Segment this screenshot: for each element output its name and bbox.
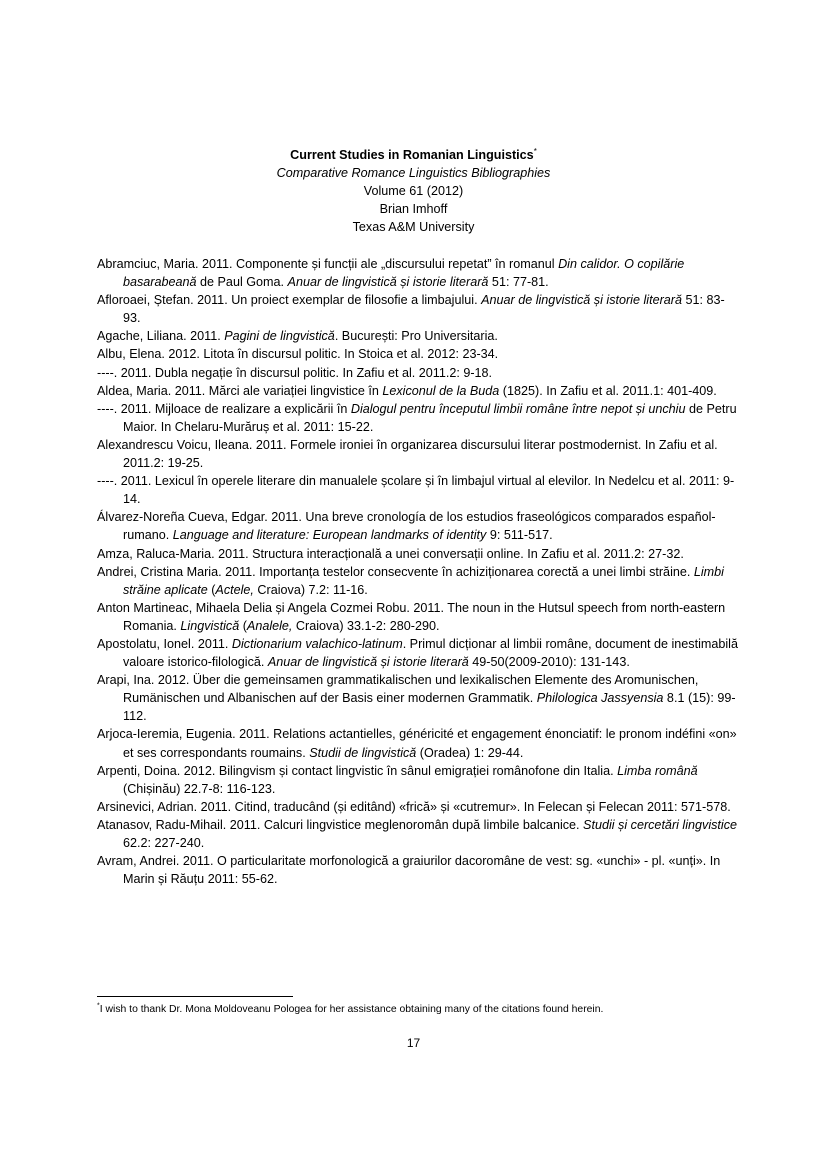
- bibliography-entry: [97, 599, 739, 635]
- page-title-line: [0, 146, 827, 164]
- bibliography-entry: [97, 382, 739, 400]
- author-institution: Texas A&M University: [352, 220, 475, 235]
- entry-text: 8.1 (15): 99-112.: [123, 691, 736, 724]
- entry-text: Arjoca-Ieremia, Eugenia. 2011. Relations actantielles, généricité et engagement énonciatif: le pronom indéfini «on» et ses correspondants roumains.: [97, 727, 737, 760]
- entry-text: 9: 511-517.: [486, 528, 553, 543]
- entry-title-italic: Anuar de lingvistică și istorie literară: [287, 275, 489, 290]
- author-name: Brian Imhoff: [379, 202, 448, 217]
- entry-text: (Oradea) 1: 29-44.: [416, 745, 524, 760]
- bibliography-entry: [97, 762, 739, 798]
- entry-title-italic: Lingvistică: [180, 618, 240, 633]
- entry-text: Anton Martineac, Mihaela Delia și Angela Cozmei Robu. 2011. The noun in the Hutsul speech from north-eastern Romania.: [97, 600, 726, 633]
- entry-title-italic: Limba română: [617, 763, 698, 778]
- entry-title-italic: Dictionarium valachico-latinum: [231, 636, 403, 651]
- entry-text: Avram, Andrei. 2011. O particularitate morfonologică a graiurilor dacoromâne de vest: sg. «unchi» - pl. «unți». In Marin și Răuțu 2011: 55-62.: [97, 854, 721, 887]
- bibliography-entry: [97, 364, 739, 382]
- bibliography-entry: [97, 255, 739, 291]
- volume-line: Volume 61 (2012): [363, 184, 464, 199]
- entry-text: de Paul Goma.: [196, 275, 288, 290]
- bibliography-entry: [97, 545, 739, 563]
- bibliography-entry: [97, 563, 739, 599]
- bibliography-entry: [97, 345, 739, 363]
- entry-text: de Petru Maior. In Chelaru-Murăruș et al. 2011: 15-22.: [123, 401, 737, 434]
- title-footnote-marker: *: [533, 146, 537, 156]
- entry-title-italic: Analele,: [246, 618, 293, 633]
- entry-title-italic: Anuar de lingvistică și istorie literară: [267, 655, 469, 670]
- entry-text: ----. 2011. Dubla negație în discursul politic. In Zafiu et al. 2011.2: 9-18.: [97, 365, 493, 380]
- entry-title-italic: Language and literature: European landmarks of identity: [172, 528, 487, 543]
- entry-title-italic: Studii de lingvistică: [309, 745, 417, 760]
- page-title: Current Studies in Romanian Linguistics: [290, 148, 534, 162]
- page-subtitle: Comparative Romance Linguistics Bibliographies: [276, 166, 551, 181]
- bibliography-entry: [97, 436, 739, 472]
- entry-text: (: [207, 582, 216, 597]
- entry-text: Abramciuc, Maria. 2011. Componente și funcții ale „discursului repetat” în romanul: [97, 257, 559, 271]
- entry-title-italic: Lexiconul de la Buda: [382, 383, 500, 398]
- entry-text: Atanasov, Radu-Mihail. 2011. Calcuri lingvistice meglenoromân după limbile balcanice.: [97, 817, 584, 832]
- entry-text: Afloroaei, Ștefan. 2011. Un proiect exemplar de filosofie a limbajului.: [97, 293, 482, 308]
- entry-text: Amza, Raluca-Maria. 2011. Structura interacțională a unei conversații online. In Zafiu et al. 2011.2: 27-32.: [97, 546, 684, 561]
- entry-text: Craiova) 33.1-2: 280-290.: [292, 618, 440, 633]
- entry-text: 62.2: 227-240.: [123, 836, 205, 850]
- footnote-text: I wish to thank Dr. Mona Moldoveanu Pologea for her assistance obtaining many of the citations found herein.: [99, 1004, 604, 1015]
- entry-text: Arpenti, Doina. 2012. Bilingvism și contact lingvistic în sânul emigrației românofone din Italia.: [97, 763, 618, 778]
- entry-text: . Primul dicționar al limbii române, document de inestimabilă valoare istorico-filologică.: [123, 636, 738, 670]
- bibliography-entry: [97, 508, 739, 544]
- document-header: [0, 146, 827, 236]
- entry-text: 49-50(2009-2010): 131-143.: [468, 655, 630, 670]
- footnote-divider: [97, 996, 293, 997]
- entry-text: (: [239, 618, 247, 633]
- entry-title-italic: Philologica Jassyensia: [536, 691, 664, 706]
- entry-text: Andrei, Cristina Maria. 2011. Importanța testelor consecvente în achiziționarea corectă a unei limbi străine.: [97, 564, 694, 579]
- footnote: [97, 1003, 797, 1017]
- footnote-marker: *: [97, 1002, 100, 1010]
- bibliography-list: [97, 255, 739, 888]
- page-number: 17: [406, 1036, 421, 1050]
- bibliography-entry: [97, 635, 739, 671]
- bibliography-entry: [97, 798, 739, 816]
- entry-title-italic: Anuar de lingvistică și istorie literară: [481, 293, 682, 308]
- entry-text: . București: Pro Universitaria.: [334, 329, 498, 344]
- entry-text: Aldea, Maria. 2011. Mărci ale variației lingvistice în: [97, 383, 383, 398]
- entry-text: Arapi, Ina. 2012. Über die gemeinsamen grammatikalischen und lexikalischen Elemente des Aromunischen, Rumänischen und Albanischen auf der Basis einer modernen Grammatik.: [97, 673, 699, 706]
- entry-title-italic: Pagini de lingvistică: [224, 329, 335, 344]
- entry-text: Albu, Elena. 2012. Litota în discursul politic. In Stoica et al. 2012: 23-34.: [97, 347, 499, 362]
- entry-text: Craiova) 7.2: 11-16.: [253, 582, 368, 597]
- entry-text: ----. 2011. Lexicul în operele literare din manualele școlare și în limbajul virtual al elevilor. In Nedelcu et al. 2011: 9-14.: [97, 474, 735, 507]
- entry-text: 51: 83-93.: [123, 293, 725, 326]
- entry-text: Agache, Liliana. 2011.: [97, 329, 225, 344]
- bibliography-entry: [97, 852, 739, 888]
- entry-title-italic: Studii și cercetări lingvistice: [583, 817, 738, 832]
- entry-text: Álvarez-Noreña Cueva, Edgar. 2011. Una breve cronología de los estudios fraseológicos comparados español-rumano.: [97, 510, 716, 543]
- entry-text: Alexandrescu Voicu, Ileana. 2011. Formele ironiei în organizarea discursului literar postmodernist. In Zafiu et al. 2011.2: 19-25.: [97, 437, 718, 471]
- bibliography-entry: [97, 816, 739, 852]
- bibliography-entry: [97, 327, 739, 345]
- entry-title-italic: Dialogul pentru începutul limbii române între nepot și unchiu: [350, 401, 686, 416]
- entry-text: ----. 2011. Mijloace de realizare a explicării în: [97, 401, 351, 416]
- bibliography-entry: [97, 671, 739, 725]
- entry-title-italic: Din calidor. O copilărie basarabeană: [123, 257, 685, 290]
- entry-text: 51: 77-81.: [488, 275, 549, 290]
- entry-title-italic: Actele,: [215, 582, 254, 597]
- bibliography-entry: [97, 400, 739, 436]
- bibliography-entry: [97, 291, 739, 327]
- entry-text: Apostolatu, Ionel. 2011.: [97, 636, 232, 651]
- entry-text: Arsinevici, Adrian. 2011. Citind, traducând (și editând) «frică» și «cutremur». In Felecan și Felecan 2011: 571-578.: [97, 799, 731, 814]
- bibliography-entry: [97, 472, 739, 508]
- entry-text: (Chișinău) 22.7-8: 116-123.: [123, 781, 276, 796]
- entry-title-italic: Limbi străine aplicate: [123, 564, 724, 597]
- entry-text: (1825). In Zafiu et al. 2011.1: 401-409.: [499, 383, 717, 398]
- bibliography-entry: [97, 725, 739, 761]
